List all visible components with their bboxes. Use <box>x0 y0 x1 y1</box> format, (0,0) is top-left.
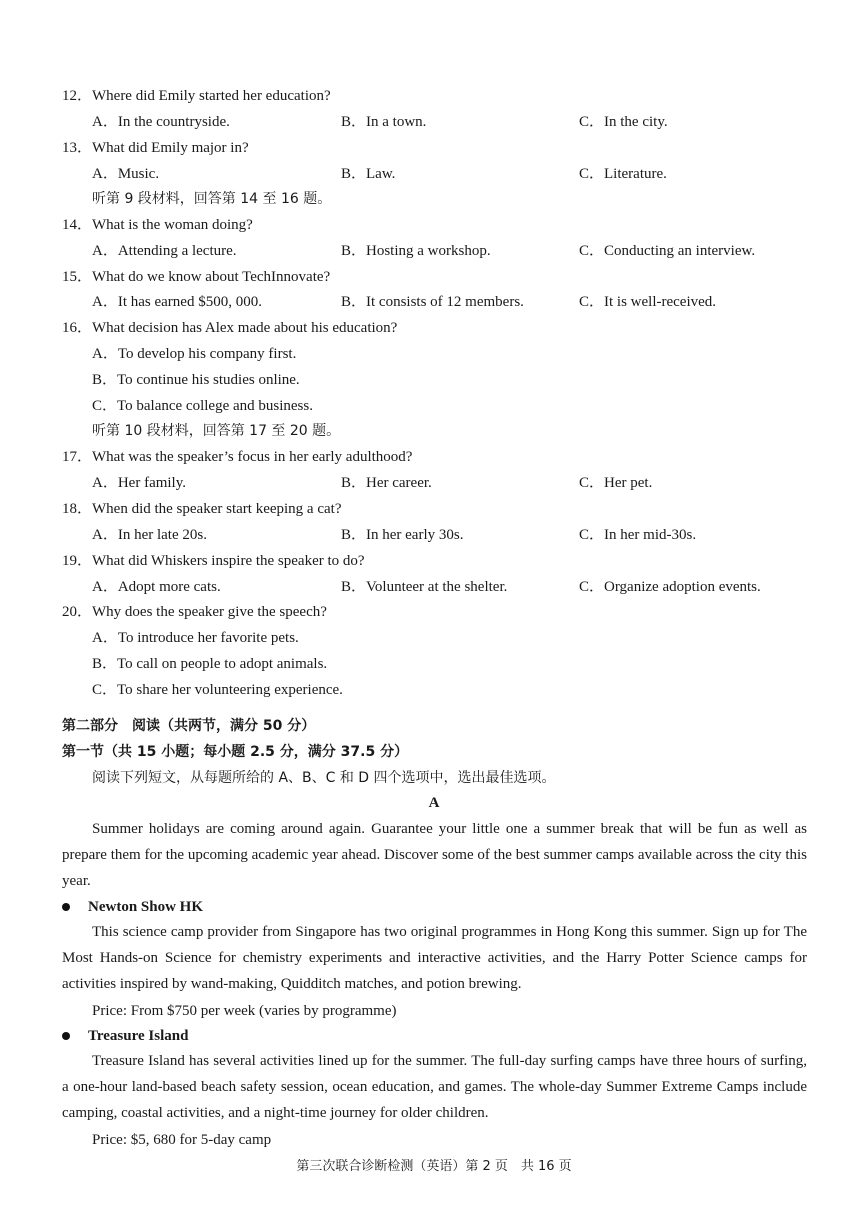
passage-intro: Summer holidays are coming around again. Guarantee your little one a summer break that will be fun as well as prepare them for the upcoming academic year ahead. Discover some of the best summer camps available across the city this year. <box>62 821 807 889</box>
reading-instructions: 阅读下列短文，从每题所给的 A、B、C 和 D 四个选项中，选出最佳选项。 <box>92 770 556 786</box>
question-12: 12．Where did Emily started her education? <box>62 88 331 104</box>
camp-price: Price: $5, 680 for 5-day camp <box>92 1132 272 1148</box>
q13-option-b: B．Law. <box>341 166 396 182</box>
camp-item <box>62 1026 188 1046</box>
q20-option-c: C．To share her volunteering experience. <box>92 682 343 698</box>
q13-option-a: A．Music. <box>92 166 160 182</box>
camp-price: Price: From $750 per week (varies by programme) <box>92 1003 397 1019</box>
question-19: 19．What did Whiskers inspire the speaker to do? <box>62 553 365 569</box>
camp-name: Treasure Island <box>88 1028 189 1044</box>
q19-option-a: A．Adopt more cats. <box>92 579 221 595</box>
part-2-title: 第二部分 阅读（共两节，满分 50 分） <box>62 718 316 734</box>
q14-option-b: B．Hosting a workshop. <box>341 243 491 259</box>
camp-item <box>62 897 203 917</box>
q16-option-b: B．To continue his studies online. <box>92 372 300 388</box>
q15-option-c: C．It is well-received. <box>579 294 717 310</box>
q19-option-b: B．Volunteer at the shelter. <box>341 579 508 595</box>
q14-option-c: C．Conducting an interview. <box>579 243 756 259</box>
question-16: 16．What decision has Alex made about his education? <box>62 320 398 336</box>
camp-name: Newton Show HK <box>88 899 204 915</box>
question-14: 14．What is the woman doing? <box>62 217 253 233</box>
passage-label: A <box>428 795 440 811</box>
question-18: 18．When did the speaker start keeping a cat? <box>62 501 342 517</box>
q16-option-a: A．To develop his company first. <box>92 346 297 362</box>
q18-option-c: C．In her mid-30s. <box>579 527 697 543</box>
section-9-instruction: 听第 9 段材料，回答第 14 至 16 题。 <box>92 191 332 207</box>
q12-option-c: C．In the city. <box>579 114 668 130</box>
q20-option-b: B．To call on people to adopt animals. <box>92 656 328 672</box>
question-15: 15．What do we know about TechInnovate? <box>62 269 331 285</box>
section-10-instruction: 听第 10 段材料，回答第 17 至 20 题。 <box>92 423 341 439</box>
bullet-icon <box>62 1032 70 1040</box>
camp-description: Treasure Island has several activities lined up for the summer. The full-day surfing camps have three hours of surfing, a one-hour land-based beach safety session, ocean education, and games. The whole-day Summer Extreme Camps include camping, coastal activities, and a night-time journey for older children. <box>62 1053 807 1121</box>
q17-option-c: C．Her pet. <box>579 475 653 491</box>
bullet-icon <box>62 903 70 911</box>
camp-description: This science camp provider from Singapore has two original programmes in Hong Kong this summer. Sign up for The Most Hands-on Science for chemistry experiments and interactive activities, and the Harry Potter Science camps for activities inspired by wand-making, Quidditch matches, and potion brewing. <box>62 924 807 992</box>
question-13: 13．What did Emily major in? <box>62 140 249 156</box>
q15-option-a: A．It has earned $500, 000. <box>92 294 262 310</box>
q19-option-c: C．Organize adoption events. <box>579 579 761 595</box>
q16-option-c: C．To balance college and business. <box>92 398 313 414</box>
question-20: 20．Why does the speaker give the speech? <box>62 604 327 620</box>
section-1-title: 第一节（共 15 小题；每小题 2.5 分，满分 37.5 分） <box>62 744 409 760</box>
q13-option-c: C．Literature. <box>579 166 667 182</box>
q17-option-b: B．Her career. <box>341 475 432 491</box>
q12-option-a: A．In the countryside. <box>92 114 230 130</box>
q20-option-a: A．To introduce her favorite pets. <box>92 630 299 646</box>
page-footer: 第三次联合诊断检测（英语）第 2 页 共 16 页 <box>296 1159 572 1174</box>
q12-option-b: B．In a town. <box>341 114 427 130</box>
q18-option-a: A．In her late 20s. <box>92 527 207 543</box>
q17-option-a: A．Her family. <box>92 475 186 491</box>
question-17: 17．What was the speaker’s focus in her early adulthood? <box>62 449 413 465</box>
q15-option-b: B．It consists of 12 members. <box>341 294 524 310</box>
q14-option-a: A．Attending a lecture. <box>92 243 237 259</box>
q18-option-b: B．In her early 30s. <box>341 527 464 543</box>
